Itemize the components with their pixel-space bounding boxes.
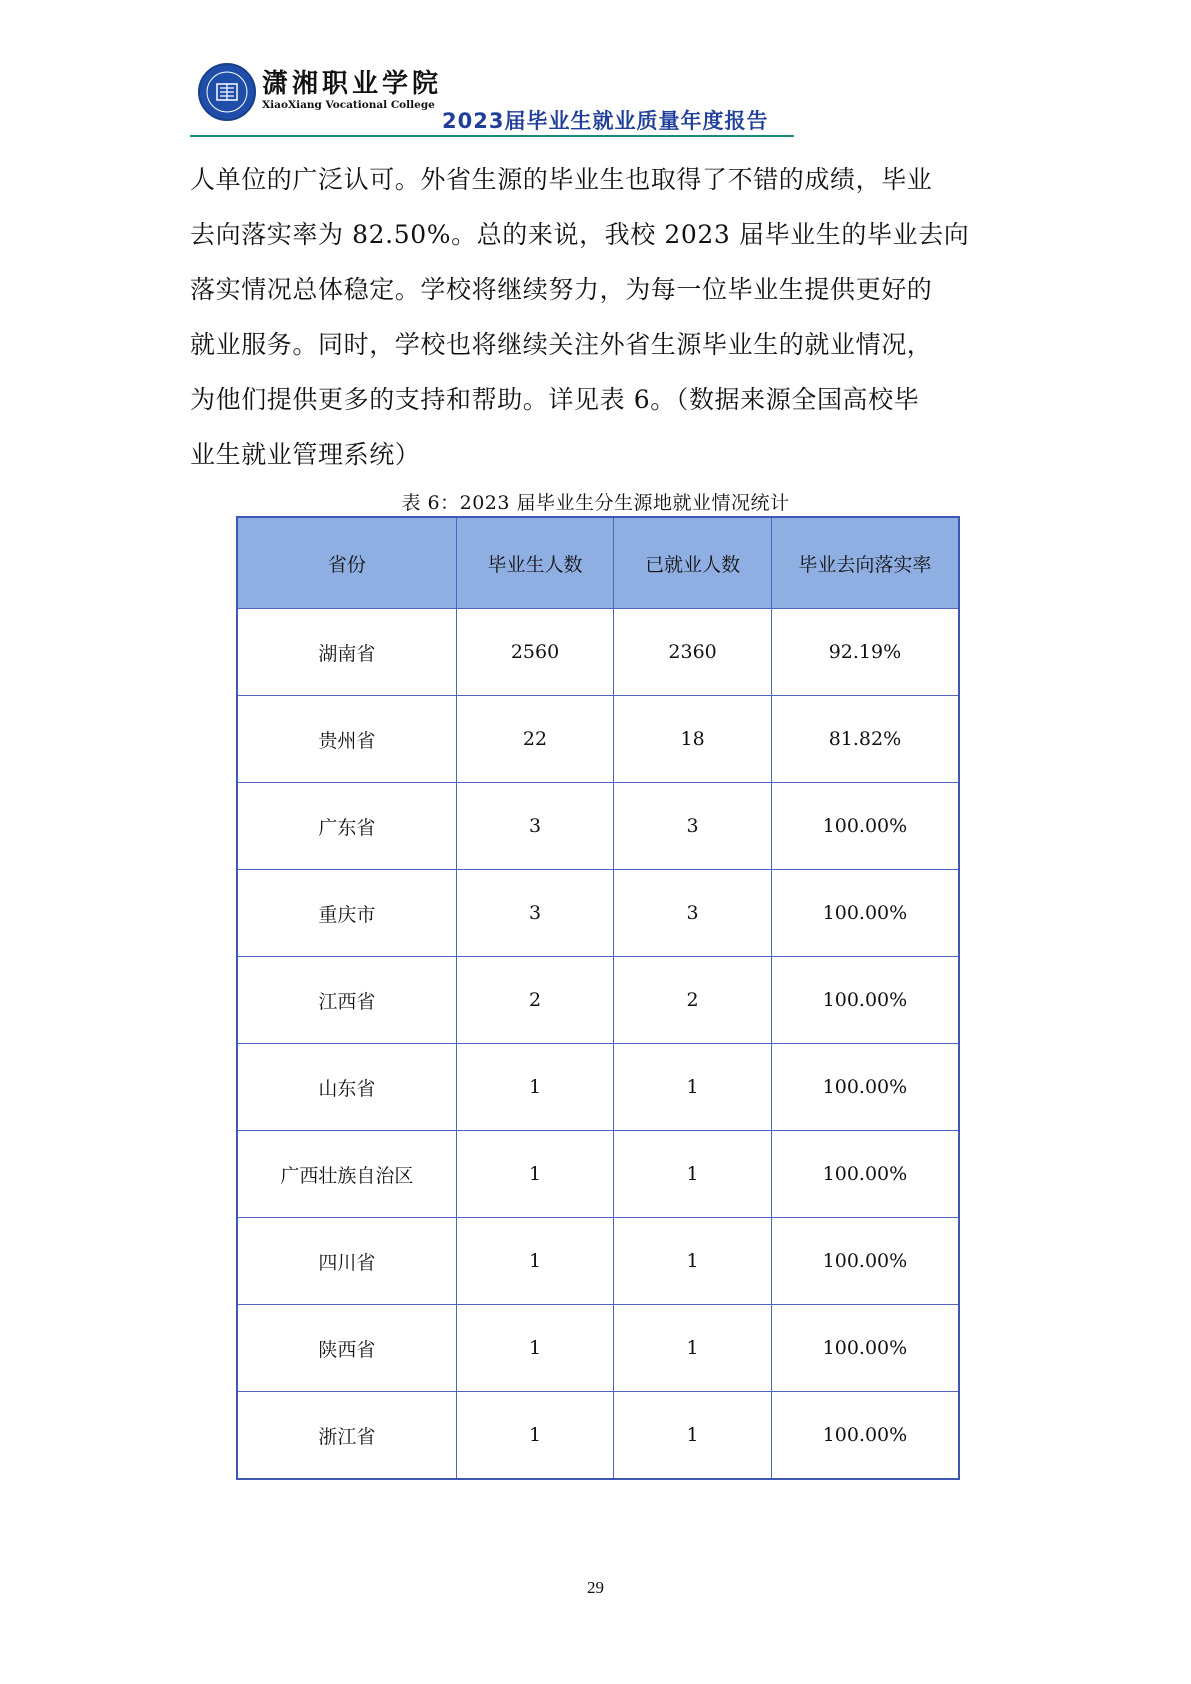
table-header-row	[237, 517, 959, 609]
table-row	[237, 1044, 959, 1131]
cell-province: 山东省	[237, 1044, 456, 1131]
cell-graduates: 1	[456, 1392, 614, 1480]
header-divider	[190, 135, 794, 137]
cell-rate: 81.82%	[771, 696, 959, 783]
cell-rate: 100.00%	[771, 957, 959, 1044]
table-row	[237, 1305, 959, 1392]
table-caption: 表 6：2023 届毕业生分生源地就业情况统计	[401, 492, 790, 514]
table-row	[237, 1392, 959, 1480]
table-row	[237, 957, 959, 1044]
cell-graduates: 3	[456, 870, 614, 957]
cell-graduates: 1	[456, 1044, 614, 1131]
cell-province: 浙江省	[237, 1392, 456, 1480]
cell-province: 广东省	[237, 783, 456, 870]
cell-employed: 1	[614, 1392, 772, 1480]
paragraph-line: 就业服务。同时，学校也将继续关注外省生源毕业生的就业情况，	[190, 330, 933, 359]
paragraph-line: 为他们提供更多的支持和帮助。详见表 6。（数据来源全国高校毕	[190, 385, 920, 414]
column-header-rate: 毕业去向落实率	[771, 517, 959, 609]
cell-graduates: 3	[456, 783, 614, 870]
cell-employed: 1	[614, 1305, 772, 1392]
paragraph-line: 业生就业管理系统）	[190, 440, 421, 469]
table-row	[237, 1218, 959, 1305]
cell-employed: 3	[614, 783, 772, 870]
report-title: 2023届毕业生就业质量年度报告	[442, 109, 769, 133]
table-row	[237, 696, 959, 783]
table-row	[237, 870, 959, 957]
cell-graduates: 2560	[456, 609, 614, 696]
college-name: 潇湘职业学院	[262, 69, 443, 99]
cell-rate: 100.00%	[771, 783, 959, 870]
table-row	[237, 1131, 959, 1218]
cell-province: 重庆市	[237, 870, 456, 957]
cell-employed: 1	[614, 1218, 772, 1305]
cell-rate: 92.19%	[771, 609, 959, 696]
page-header	[190, 55, 790, 145]
cell-employed: 18	[614, 696, 772, 783]
cell-rate: 100.00%	[771, 870, 959, 957]
page-number: 29	[587, 1578, 604, 1597]
cell-province: 江西省	[237, 957, 456, 1044]
cell-rate: 100.00%	[771, 1131, 959, 1218]
cell-graduates: 1	[456, 1131, 614, 1218]
cell-graduates: 22	[456, 696, 614, 783]
column-header-graduates: 毕业生人数	[456, 517, 614, 609]
cell-rate: 100.00%	[771, 1305, 959, 1392]
body-paragraph	[190, 152, 1010, 482]
column-header-province: 省份	[237, 517, 456, 609]
cell-graduates: 2	[456, 957, 614, 1044]
cell-rate: 100.00%	[771, 1392, 959, 1480]
cell-employed: 3	[614, 870, 772, 957]
cell-employed: 2360	[614, 609, 772, 696]
table-row	[237, 609, 959, 696]
paragraph-line: 落实情况总体稳定。学校将继续努力，为每一位毕业生提供更好的	[190, 275, 933, 304]
cell-rate: 100.00%	[771, 1218, 959, 1305]
paragraph-line: 人单位的广泛认可。外省生源的毕业生也取得了不错的成绩，毕业	[190, 165, 933, 194]
cell-graduates: 1	[456, 1218, 614, 1305]
paragraph-line: 去向落实率为 82.50%。总的来说，我校 2023 届毕业生的毕业去向	[190, 220, 970, 249]
cell-province: 湖南省	[237, 609, 456, 696]
cell-province: 陕西省	[237, 1305, 456, 1392]
cell-province: 四川省	[237, 1218, 456, 1305]
cell-province: 贵州省	[237, 696, 456, 783]
college-emblem-icon	[198, 63, 256, 121]
cell-employed: 1	[614, 1131, 772, 1218]
cell-employed: 1	[614, 1044, 772, 1131]
cell-employed: 2	[614, 957, 772, 1044]
column-header-employed: 已就业人数	[614, 517, 772, 609]
cell-graduates: 1	[456, 1305, 614, 1392]
employment-by-province-table	[236, 516, 960, 1480]
cell-province: 广西壮族自治区	[237, 1131, 456, 1218]
cell-rate: 100.00%	[771, 1044, 959, 1131]
table-row	[237, 783, 959, 870]
college-name-en: XiaoXiang Vocational College	[262, 99, 435, 111]
